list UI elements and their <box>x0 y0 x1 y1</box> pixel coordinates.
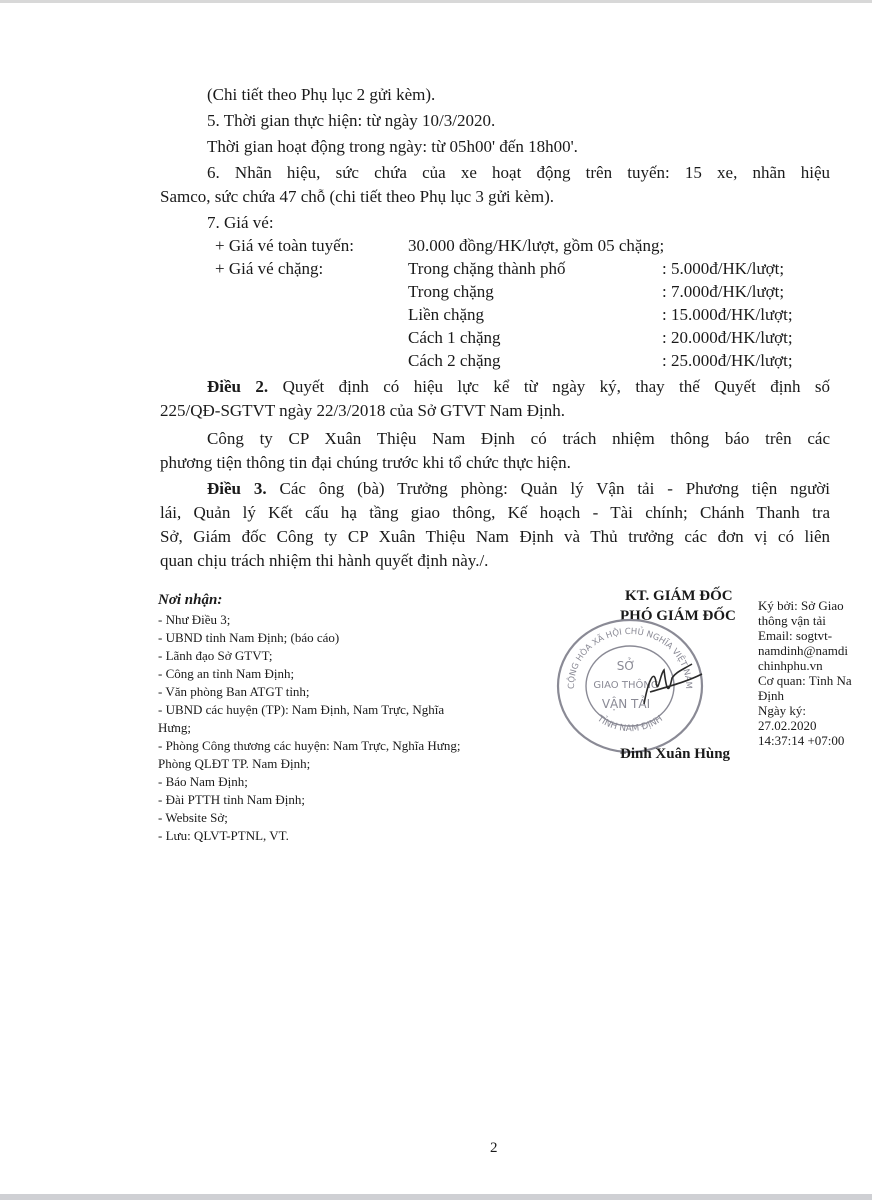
signer-name: Đinh Xuân Hùng <box>620 746 731 762</box>
stamp-ring-bottom-text: TỈNH NAM ĐỊNH <box>595 714 665 735</box>
article2-line4: phương tiện thông tin đại chúng trước khi tổ chức thực hiện. <box>160 453 571 472</box>
article3-line3: Sở, Giám đốc Công ty CP Xuân Thiệu Nam Định và Thủ trưởng các đơn vị có liên <box>160 527 830 546</box>
recipient-item: - Như Điều 3; <box>158 612 231 627</box>
digital-signature-line: Cơ quan: Tỉnh Na <box>758 673 852 688</box>
fare-segment-name: Cách 1 chặng <box>408 328 501 347</box>
digital-signature-line: Ngày ký: <box>758 703 807 718</box>
recipient-item: - Báo Nam Định; <box>158 774 248 789</box>
recipient-item: Hưng; <box>158 720 192 735</box>
fare-segment-name: Cách 2 chặng <box>408 351 501 370</box>
stamp-ring-top-text: CỘNG HÒA XÃ HỘI CHỦ NGHĨA VIỆT NAM <box>566 626 694 690</box>
item5-hours-line: Thời gian hoạt động trong ngày: từ 05h00' đến 18h00'. <box>207 137 578 156</box>
digital-signature-line: chinhphu.vn <box>758 658 823 673</box>
article2-lead: Điều 2. <box>207 377 269 396</box>
fare-full-value: 30.000 đồng/HK/lượt, gồm 05 chặng; <box>408 236 665 255</box>
recipient-item: - Lãnh đạo Sở GTVT; <box>158 648 273 663</box>
digital-signature-line: Định <box>758 688 784 703</box>
recipients-title: Nơi nhận: <box>158 592 223 608</box>
digital-signature-line: Ký bởi: Sở Giao <box>758 598 844 613</box>
article2-text: Quyết định có hiệu lực kể từ ngày ký, thay thế Quyết định số <box>282 377 831 396</box>
fare-segment-name: Trong chặng <box>408 282 494 301</box>
recipient-item: Phòng QLĐT TP. Nam Định; <box>158 756 311 771</box>
signer-title-1: KT. GIÁM ĐỐC <box>625 588 733 604</box>
fare-full-label: + Giá vé toàn tuyến: <box>215 236 354 255</box>
fare-segment-price: : 5.000đ/HK/lượt; <box>662 259 785 278</box>
stamp-center-line: GIAO THÔNG <box>593 680 659 691</box>
digital-signature-info <box>758 598 872 748</box>
digital-signature-line: namdinh@namdi <box>758 643 848 658</box>
digital-signature-line: 14:37:14 +07:00 <box>758 733 845 748</box>
stamp-center-line: SỞ <box>616 659 636 673</box>
fare-segment-name: Trong chặng thành phố <box>408 259 566 278</box>
item6-line2: Samco, sức chứa 47 chỗ (chi tiết theo Phụ lục 3 gửi kèm). <box>160 187 554 206</box>
page-number: 2 <box>490 1140 498 1156</box>
article3-lead: Điều 3. <box>207 479 267 498</box>
fare-segment-label: + Giá vé chặng: <box>215 259 324 278</box>
digital-signature-line: 27.02.2020 <box>758 718 817 733</box>
fare-segment-price: : 15.000đ/HK/lượt; <box>662 305 793 324</box>
recipient-item: - Công an tỉnh Nam Định; <box>158 666 295 681</box>
recipient-item: - Phòng Công thương các huyện: Nam Trực, Nghĩa Hưng; <box>158 738 461 753</box>
stamp-center-line: VẬN TẢI <box>601 697 651 711</box>
article2-line2: 225/QĐ-SGTVT ngày 22/3/2018 của Sở GTVT Nam Định. <box>160 401 565 420</box>
fare-segment-price: : 20.000đ/HK/lượt; <box>662 328 793 347</box>
scan-edge-top <box>0 0 872 3</box>
fare-segment-name: Liền chặng <box>408 305 484 324</box>
recipient-item: - UBND các huyện (TP): Nam Định, Nam Trực, Nghĩa <box>158 702 445 717</box>
article3-text: Các ông (bà) Trưởng phòng: Quản lý Vận tải - Phương tiện người <box>279 479 831 498</box>
article3-line4: quan chịu trách nhiệm thi hành quyết định này./. <box>160 551 489 570</box>
article3-line2: lái, Quản lý Kết cấu hạ tầng giao thông, Kế hoạch - Tài chính; Chánh Thanh tra <box>160 503 830 522</box>
recipient-item: - Văn phòng Ban ATGT tỉnh; <box>158 684 310 699</box>
official-stamp-icon <box>552 612 708 760</box>
signer-title-2: PHÓ GIÁM ĐỐC <box>620 608 736 624</box>
recipient-item: - Website Sở; <box>158 810 228 825</box>
recipient-item: - UBND tỉnh Nam Định; (báo cáo) <box>158 630 340 645</box>
article3-line1 <box>207 478 830 500</box>
item6-line1: 6. Nhãn hiệu, sức chứa của xe hoạt động trên tuyến: 15 xe, nhãn hiệu <box>207 163 830 182</box>
digital-signature-line: Email: sogtvt- <box>758 628 833 643</box>
scan-edge-bottom <box>0 1194 872 1200</box>
recipient-item: - Đài PTTH tỉnh Nam Định; <box>158 792 305 807</box>
item7-line: 7. Giá vé: <box>207 213 274 232</box>
item5-line: 5. Thời gian thực hiện: từ ngày 10/3/2020. <box>207 111 496 130</box>
article2-line3: Công ty CP Xuân Thiệu Nam Định có trách nhiệm thông báo trên các <box>207 429 830 448</box>
fare-segment-price: : 7.000đ/HK/lượt; <box>662 282 785 301</box>
fare-segment-price: : 25.000đ/HK/lượt; <box>662 351 793 370</box>
article2-line1 <box>207 376 830 398</box>
digital-signature-line: thông vận tải <box>758 613 826 628</box>
appendix2-line: (Chi tiết theo Phụ lục 2 gửi kèm). <box>207 85 436 104</box>
recipient-item: - Lưu: QLVT-PTNL, VT. <box>158 828 289 843</box>
